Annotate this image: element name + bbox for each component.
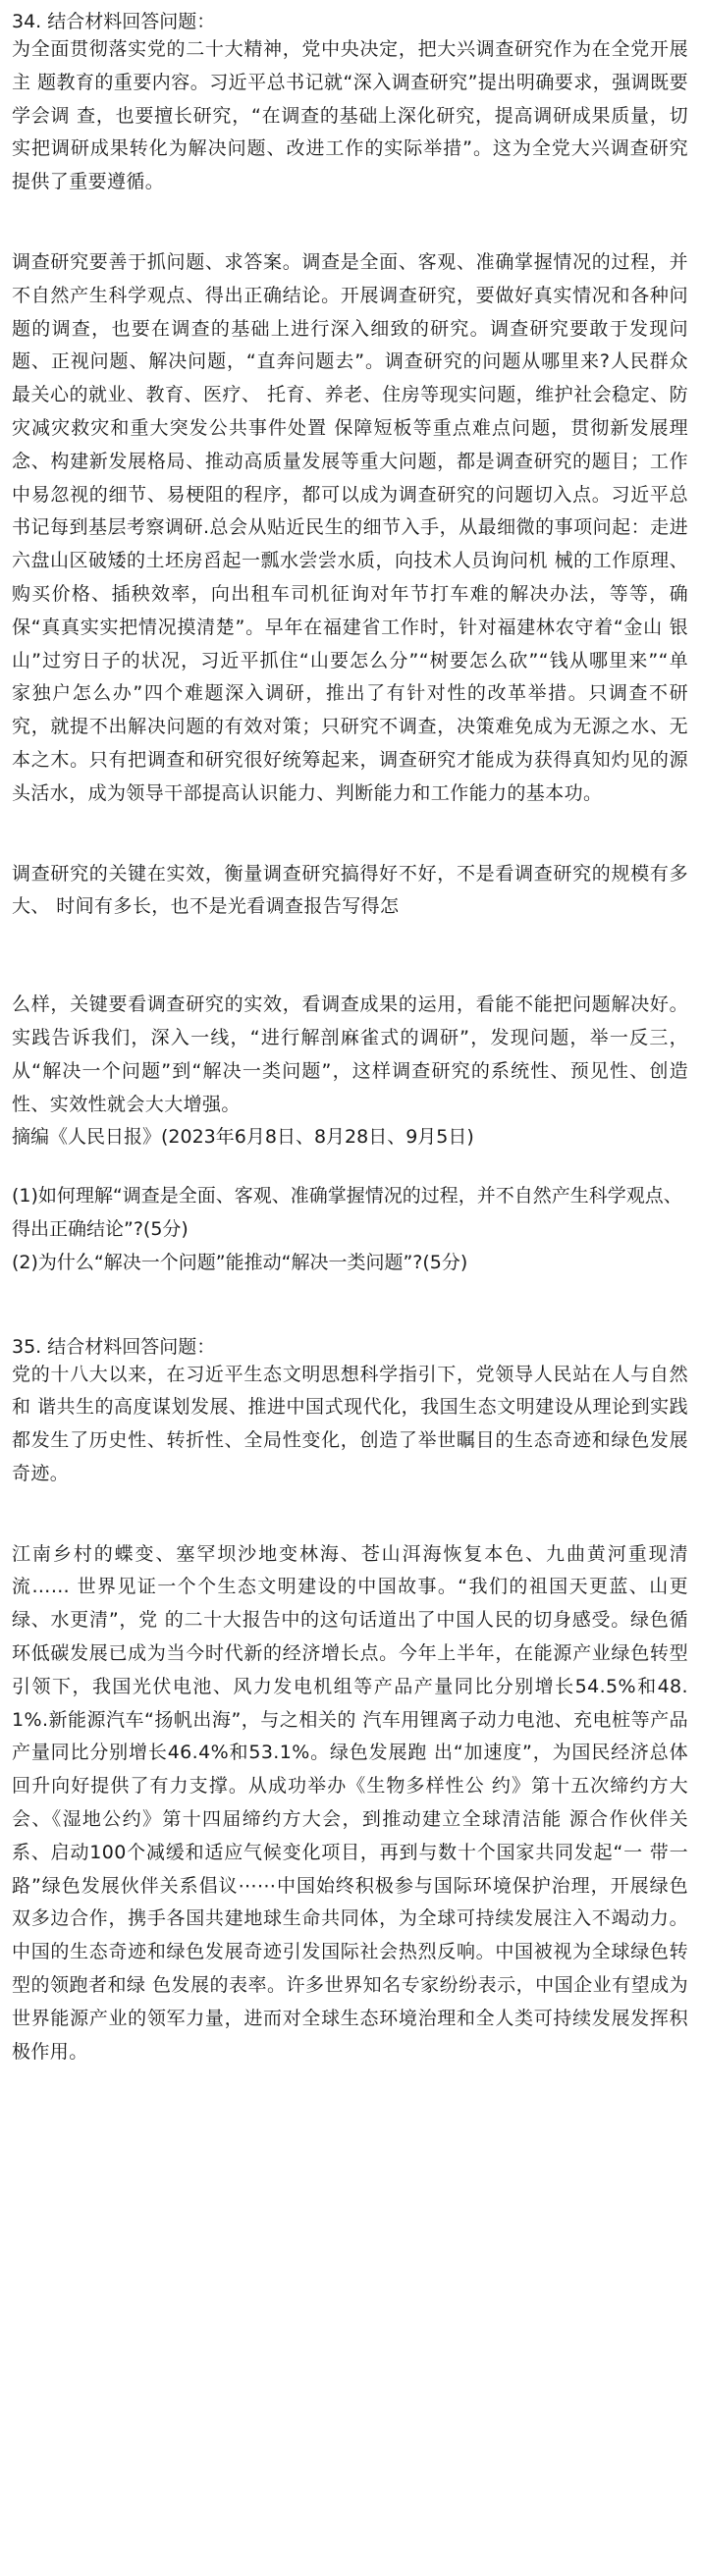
question-34-paragraph-2: 调查研究要善于抓问题、求答案。调查是全面、客观、准确掌握情况的过程，并不自然产生科学观点、得出正确结论。开展调查研究，要做好真实情况和各种问题的调查，也要在调查的基础上进行深入细致的研究。调查研究要敢于发现问题、正视问题、解决问题，“直奔问题去”。调查研究的问题从哪里来?人民群众最关心的就业、教育、医疗、 托育、养老、住房等现实问题，维护社会稳定、防灾减灾救灾和重大突发公共事件处置 保障短板等重点难点问题，贯彻新发展理念、构建新发展格局、推动高质量发展等重大问题，都是调查研究的题目；工作中易忽视的细节、易梗阻的程序，都可以成为调查研究的问题切入点。习近平总书记每到基层考察调研.总会从贴近民生的细节入手，从最细微的事项问起：走进六盘山区破矮的土坯房舀起一瓢水尝尝水质，向技术人员询问机 械的工作原理、购买价格、插秧效率，向出租车司机征询对年节打车难的解决办法，等等，确保“真真实实把情况摸清楚”。早年在福建省工作时，针对福建林农守着“金山 银山”过穷日子的状况，习近平抓住“山要怎么分”“树要怎么砍”“钱从哪里来”“单 家独户怎么办”四个难题深入调研，推出了有针对性的改革举措。只调查不研究，就提不出解决问题的有效对策；只研究不调查，决策难免成为无源之水、无本之木。只有把调查和研究很好统筹起来，调查研究才能成为获得真知灼见的源头活水，成为领导干部提高认识能力、判断能力和工作能力的基本功。 [12,250,688,804]
question-34-paragraph-3-part-1: 调查研究的关键在实效，衡量调查研究搞得好不好，不是看调查研究的规模有多大、 时间有多长，也不是光看调查报告写得怎 [12,862,688,918]
spacer [12,199,688,246]
question-34-paragraph-3-part-2: 么样，关键要看调查研究的实效，看调查成果的运用，看能不能把问题解决好。实践告诉我们，深入一线，“进行解剖麻雀式的调研”，发现问题，举一反三，从“解决一个问题”到“解决一类问题”，这样调查研究的系统性、预见性、创造性、实效性就会大大增强。 [12,993,688,1115]
question-34-source: 摘编《人民日报》(2023年6月8日、8月28日、9月5日) [12,1126,474,1149]
question-34-subquestion-2: (2)为什么“解决一个问题”能推动“解决一类问题”?(5分) [12,1251,468,1273]
question-35-paragraph-1: 党的十八大以来，在习近平生态文明思想科学指引下，党领导人民站在人与自然和 谐共生的高度谋划发展、推进中国式现代化，我国生态文明建设从理论到实践都发生了历史性、转折性、全局性变化，创造了举世瞩目的生态奇迹和绿色发展奇迹。 [12,1363,688,1484]
question-35-paragraph-2: 江南乡村的蝶变、塞罕坝沙地变林海、苍山洱海恢复本色、九曲黄河重现清流…… 世界见证一个个生态文明建设的中国故事。“我们的祖国天更蓝、山更绿、水更清”，党 的二十大报告中的这句话道出了中国人民的切身感受。绿色循环低碳发展已成为当今时代新的经济增长点。今年上半年，在能源产业绿色转型引领下，我国光伏电池、风力发电机组等产品产量同比分别增长54.5%和48.1%.新能源汽车“扬帆出海”，与之相关的 汽车用锂离子动力电池、充电桩等产品产量同比分别增长46.4%和53.1%。绿色发展跑 出“加速度”，为国民经济总体回升向好提供了有力支撑。从成功举办《生物多样性公 约》第十五次缔约方大会、《湿地公约》第十四届缔约方大会，到推动建立全球清洁能 源合作伙伴关系、启动100个减缓和适应气候变化项目，再到与数十个国家共同发起“一 带一路”绿色发展伙伴关系倡议⋯⋯中国始终积极参与国际环境保护治理，开展绿色双多边合作，携手各国共建地球生命共同体，为全球可持续发展注入不竭动力。中国的生态奇迹和绿色发展奇迹引发国际社会热烈反响。中国被视为全球绿色转型的领跑者和绿 色发展的表率。许多世界知名专家纷纷表示，中国企业有望成为世界能源产业的领军力量，进而对全球生态环境治理和全人类可持续发展发挥积极作用。 [12,1542,688,2063]
question-34-title: 34. 结合材料回答问题： [12,11,216,32]
spacer [12,924,688,989]
spacer [12,1280,688,1327]
question-35-title: 35. 结合材料回答问题： [12,1335,216,1358]
question-34-subquestion-1: (1)如何理解“调查是全面、客观、准确掌握情况的过程，并不自然产生科学观点、得出正确结论”?(5分) [12,1185,682,1240]
spacer [12,1154,688,1180]
question-34-paragraph-1: 为全面贯彻落实党的二十大精神，党中央决定，把大兴调查研究作为在全党开展主 题教育的重要内容。习近平总书记就“深入调查研究”提出明确要求，强调既要学会调 查，也要擅长研究，“在调查的基础上深化研究，提高调研成果质量，切实把调研成果转化为解决问题、改进工作的实际举措”。这为全党大兴调查研究提供了重要遵循。 [12,38,688,193]
spacer [12,811,688,858]
spacer [12,1491,688,1538]
